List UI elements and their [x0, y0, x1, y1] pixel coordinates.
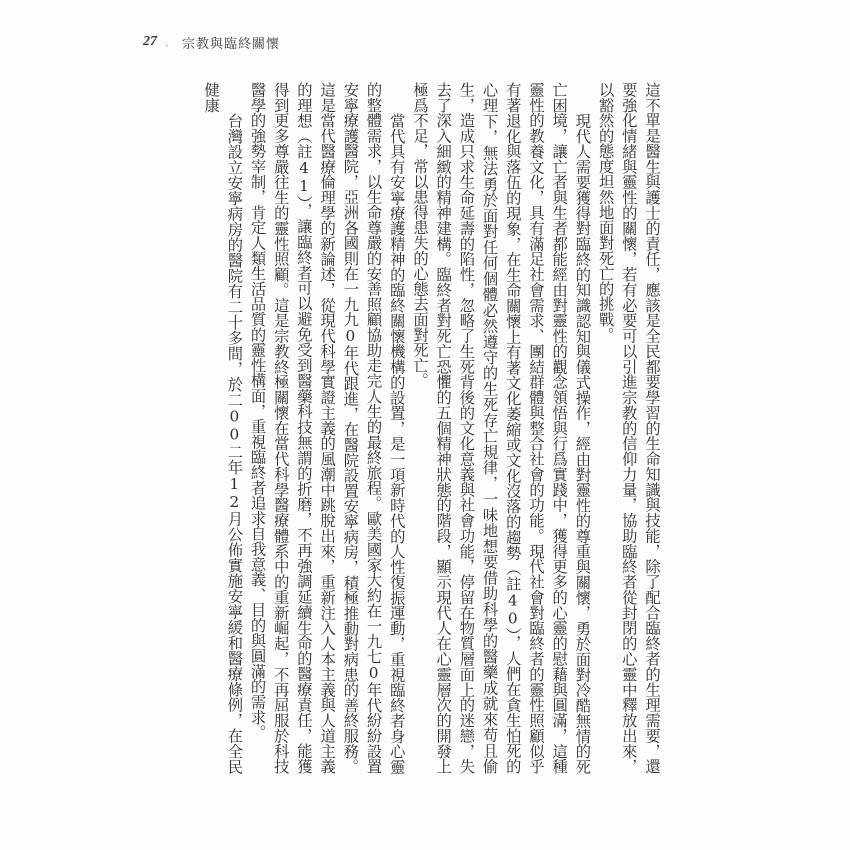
header-separator: 、: [165, 38, 175, 49]
paragraph-3: 當代具有安寧療護精神的臨終關懷機構的設置，是一項新時代的人性復振運動，重視臨終者身心靈的整體需求，以生命尊嚴的安善照顧協助走完人生的最終旅程。歐美國家大約在一九七0年代紛紛設置安寧療護醫院，亞洲各國則在一九九0年代跟進，在醫院設置安寧病房，積極推動對病患的善終服務。這是當代醫療倫理學的新論述，從現代科學實證主義的風潮中跳脫出來，重新注入人本主義與人道主義的理想（註41），讓臨終者可以避免受到醫藥科技無謂的折磨，不再強調延續生命的醫療責任，能獲得到更多尊嚴往生的靈性照顧。這是宗教終極關懷在當代科學醫療體系中的重新崛起，不再屈服於科技醫學的強勢宰制，肯定人類生活品質的靈性構面，重視臨終者追求自我意義、目的與圓滿的需求。: [248, 82, 406, 774]
paragraph-2: 現代人需要獲得對臨終的知識認知與儀式操作，經由對靈性的尊重與關懷，勇於面對冷酷無情的死亡困境，讓亡者與生者都能經由對靈性的觀念領悟與行爲實踐中，獲得更多的心靈的慰藉與圓滿，這種靈性的教養文化，具有滿足社會需求、團結群體與整合社會的功能。現代社會對臨終者的靈性照顧似乎有著退化與落伍的現象，在生命關懷上有著文化萎縮或文化沒落的趨勢（註40），人們在貪生怕死的心理下，無法勇於面對任何個體必然遵守的生死存亡規律，一味地想要借助科學的醫藥成就來苟且偷生，造成只求生命延壽的陷性，忽略了生死背後的文化意義與社會功能，停留在物質層面上的迷戀，失去了深入細緻的精神建構。臨終者對死亡恐懼的五個精神狀態的階段，顯示現代人在心靈層次的開發上極爲不足，常以患得患失的心態去面對死亡。: [410, 82, 592, 774]
running-title: 宗教與臨終關懷: [182, 36, 281, 52]
paragraph-4: 台灣設立安寧病房的醫院有二十多間，於二00二年12月公佈實施安寧緩和醫療條例，在全民健康: [202, 82, 244, 774]
vertical-text-body: [199, 82, 663, 774]
running-header: [143, 33, 280, 51]
paragraph-1-continued: 這不單是醫生與護士的責任，應該是全民都要學習的生命知識與技能，除了配合臨終者的生理需要，還要強化情緒與靈性的關懷，若有必要可以引進宗教的信仰力量，協助臨終者從封閉的心靈中釋放出來，以豁然的態度坦然地面對死亡的挑戰。: [596, 82, 661, 774]
page-number: 27: [143, 34, 157, 49]
